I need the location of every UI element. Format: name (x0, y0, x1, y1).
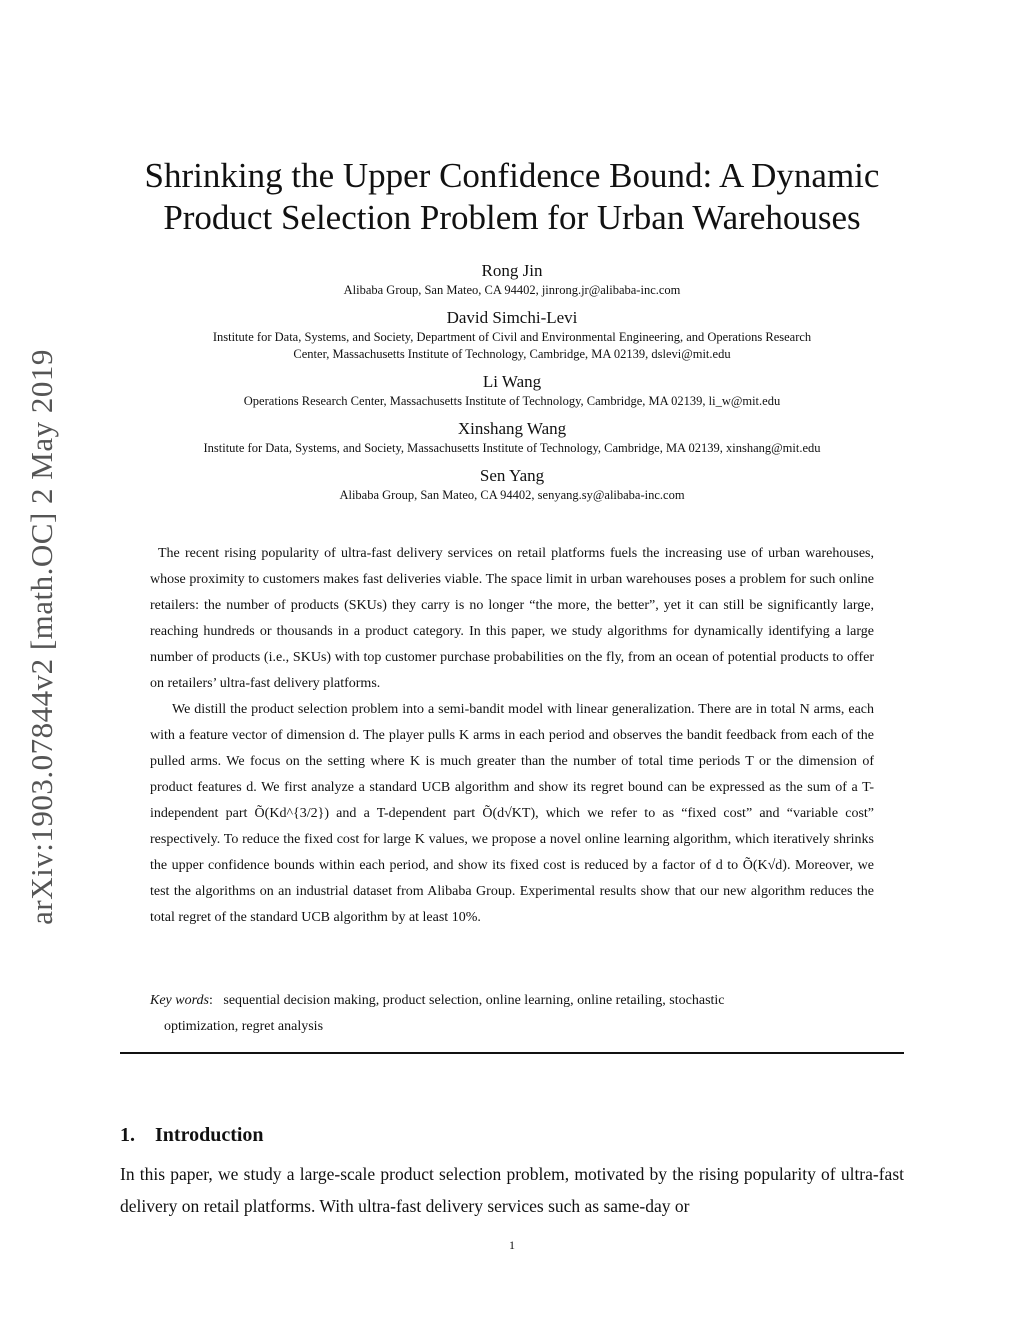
author-block (110, 371, 914, 410)
author-affiliation: Alibaba Group, San Mateo, CA 94402, senyang.sy@alibaba-inc.com (339, 488, 685, 502)
author-name: Sen Yang (479, 466, 545, 485)
keywords-line-1: sequential decision making, product selection, online learning, online retailing, stochastic (223, 993, 725, 1008)
keywords-label: Key words (150, 993, 209, 1008)
section-number: 1. (120, 1124, 135, 1146)
author-block (110, 418, 914, 457)
arxiv-identifier: arXiv:1903.07844v2 [math.OC] 2 May 2019 (24, 349, 59, 925)
keywords-line-2: optimization, regret analysis (164, 1019, 324, 1034)
abstract-paragraph-2: We distill the product selection problem into a semi-bandit model with linear generalization. There are in total N arms, each with a feature vector of dimension d. The player pulls K arms in each period and observes the bandit feedback from each of the pulled arms. We focus on the setting where K is much greater than the number of total time periods T or the dimension of product features d. We first analyze a standard UCB algorithm and show its regret bound can be expressed as the sum of a T-independent part Õ(Kd^{3/2}) and a T-dependent part Õ(d√KT), which we refer to as “fixed cost” and “variable cost” respectively. To reduce the fixed cost for large K values, we propose a novel online learning algorithm, which iteratively shrinks the upper confidence bounds within each period, and show its fixed cost is reduced by a factor of d to Õ(K√d). Moreover, we test the algorithms on an industrial dataset from Alibaba Group. Experimental results show that our new algorithm reduces the total regret of the standard UCB algorithm by at least 10%. (150, 702, 874, 925)
author-name: Xinshang Wang (457, 419, 567, 438)
title-line-2: Product Selection Problem for Urban Warehouses (163, 198, 861, 237)
author-block (110, 307, 914, 363)
page-number: 1 (509, 1238, 515, 1252)
author-name: Rong Jin (481, 261, 543, 280)
author-affiliation: Center, Massachusetts Institute of Technology, Cambridge, MA 02139, dslevi@mit.edu (293, 347, 731, 361)
author-name: Li Wang (482, 372, 542, 391)
keywords: Key words: sequential decision making, product selection, online learning, online retailing, stochastic optimization, regret analysis (150, 988, 874, 1040)
author-list (110, 260, 914, 512)
author-name: David Simchi-Levi (446, 308, 578, 327)
author-affiliation: Institute for Data, Systems, and Society, Massachusetts Institute of Technology, Cambridge, MA 02139, xinshang@mit.edu (203, 441, 821, 455)
author-affiliation: Operations Research Center, Massachusetts Institute of Technology, Cambridge, MA 02139, li_w@mit.edu (243, 394, 781, 408)
section-heading (120, 1124, 264, 1147)
section-title: Introduction (155, 1124, 264, 1146)
author-block (110, 260, 914, 299)
abstract (150, 541, 874, 931)
author-affiliation: Institute for Data, Systems, and Society, Department of Civil and Environmental Engineering, and Operations Research (212, 330, 812, 344)
section-divider (120, 1052, 904, 1054)
introduction-paragraph: In this paper, we study a large-scale product selection problem, motivated by the rising popularity of ultra-fast delivery on retail platforms. With ultra-fast delivery services such as same-day or (120, 1164, 904, 1216)
paper-title (100, 155, 924, 239)
title-line-1: Shrinking the Upper Confidence Bound: A Dynamic (144, 156, 880, 195)
author-block (110, 465, 914, 504)
introduction-text (120, 1158, 904, 1222)
author-affiliation: Alibaba Group, San Mateo, CA 94402, jinrong.jr@alibaba-inc.com (343, 283, 681, 297)
abstract-paragraph-1: The recent rising popularity of ultra-fast delivery services on retail platforms fuels the increasing use of urban warehouses, whose proximity to customers makes fast deliveries viable. The space limit in urban warehouses poses a problem for such online retailers: the number of products (SKUs) they carry is no longer “the more, the better”, yet it can still be significantly large, reaching hundreds or thousands in a product category. In this paper, we study algorithms for dynamically identifying a large number of products (i.e., SKUs) with top customer purchase probabilities on the fly, from an ocean of potential products to offer on retailers’ ultra-fast delivery platforms. (150, 546, 874, 691)
